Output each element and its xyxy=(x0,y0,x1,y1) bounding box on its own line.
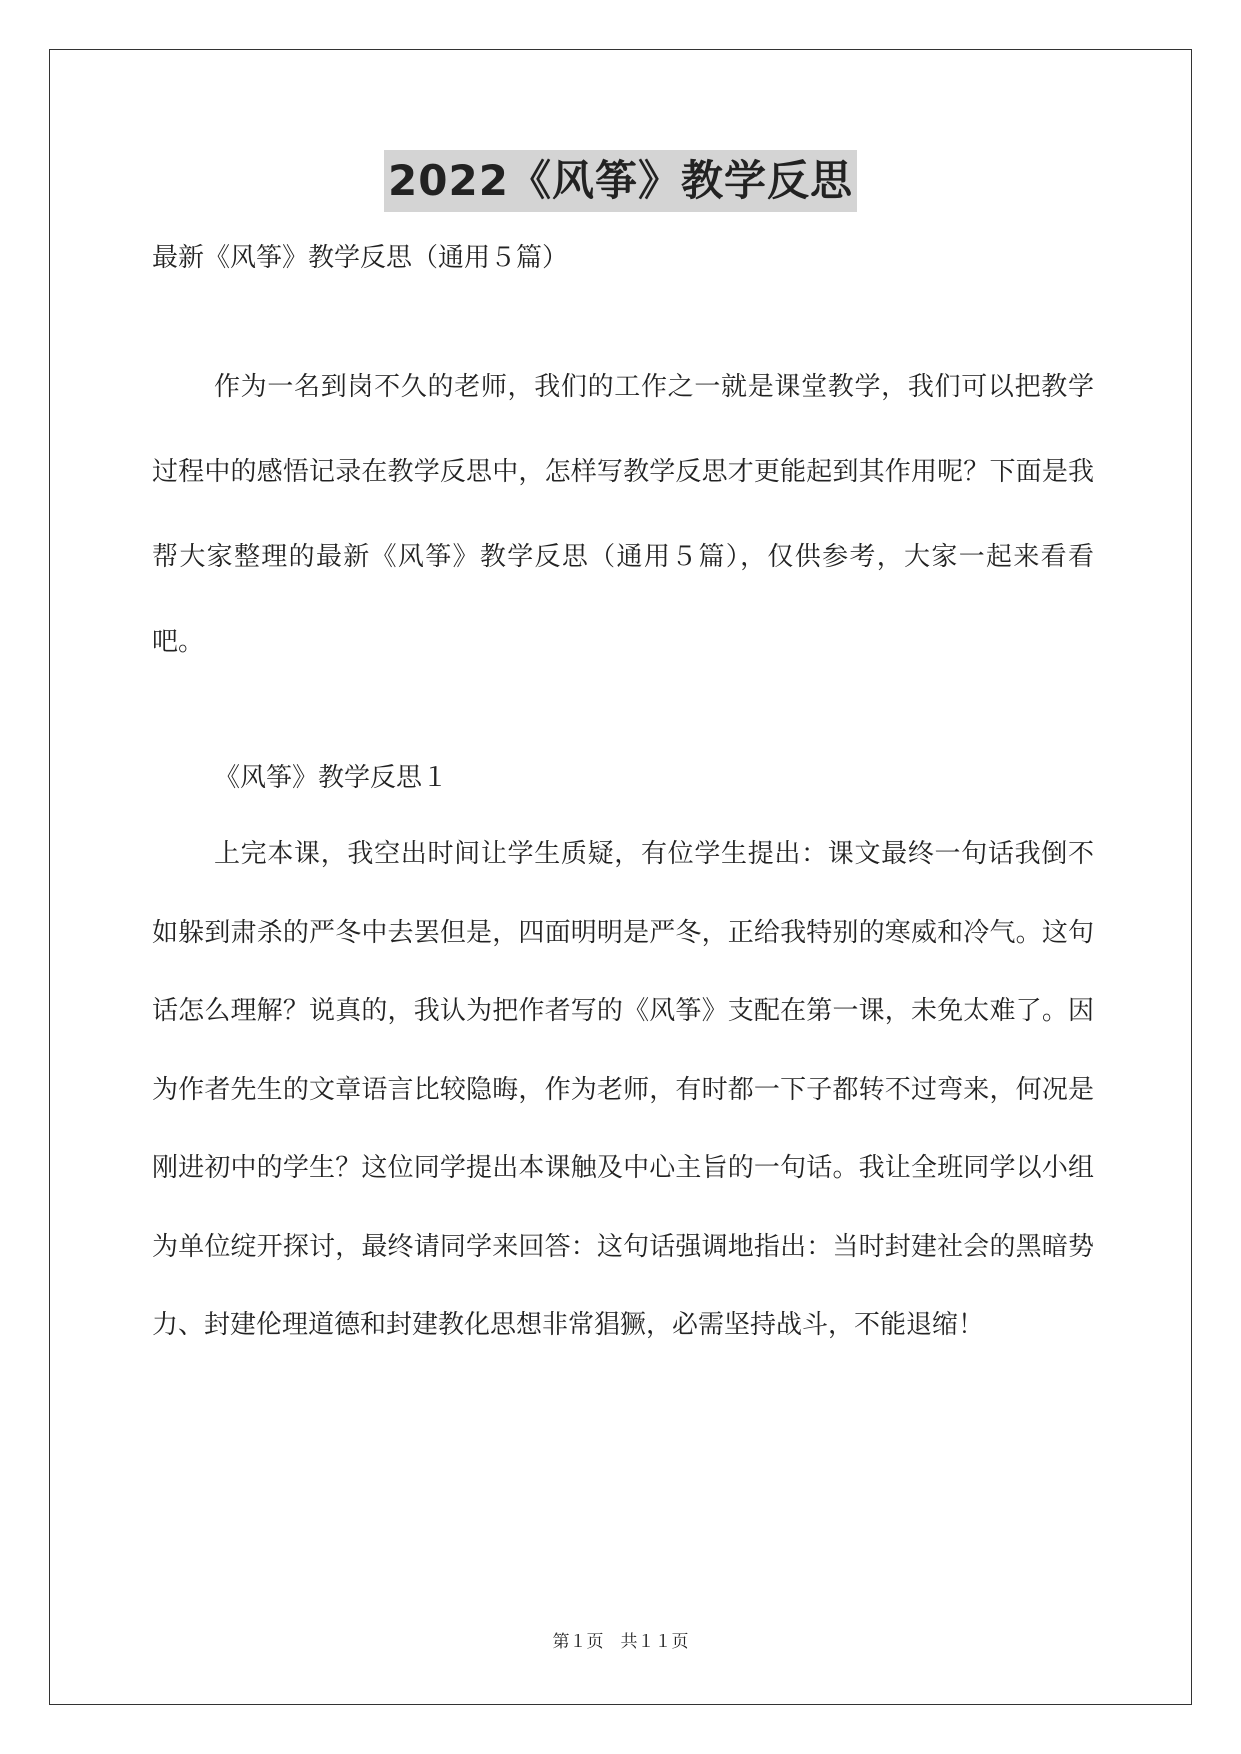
intro-paragraph: 作为一名到岗不久的老师，我们的工作之一就是课堂教学，我们可以把教学过程中的感悟记录在教学反思中，怎样写教学反思才更能起到其作用呢？下面是我帮大家整理的最新《风筝》教学反思（通用５篇），仅供参考，大家一起来看看吧。 xyxy=(152,372,1094,657)
subtitle: 最新《风筝》教学反思（通用５篇） xyxy=(152,243,569,273)
section-heading: 《风筝》教学反思１ xyxy=(214,763,449,793)
section-paragraph: 上完本课，我空出时间让学生质疑，有位学生提出：课文最终一句话我倒不如躲到肃杀的严冬中去罢但是，四面明明是严冬，正给我特别的寒威和冷气。这句话怎么理解？说真的，我认为把作者写的《风筝》支配在第一课，未免太难了。因为作者先生的文章语言比较隐晦，作为老师，有时都一下子都转不过弯来，何况是刚进初中的学生？这位同学提出本课触及中心主旨的一句话。我让全班同学以小组为单位绽开探讨，最终请同学来回答：这句话强调地指出：当时封建社会的黑暗势力、封建伦理道德和封建教化思想非常猖獗，必需坚持战斗，不能退缩！ xyxy=(152,839,1094,1340)
title-container xyxy=(0,150,1241,212)
page-title: 2022《风筝》教学反思 xyxy=(384,150,857,212)
page-number-footer: 第１页 共１１页 xyxy=(552,1632,689,1652)
